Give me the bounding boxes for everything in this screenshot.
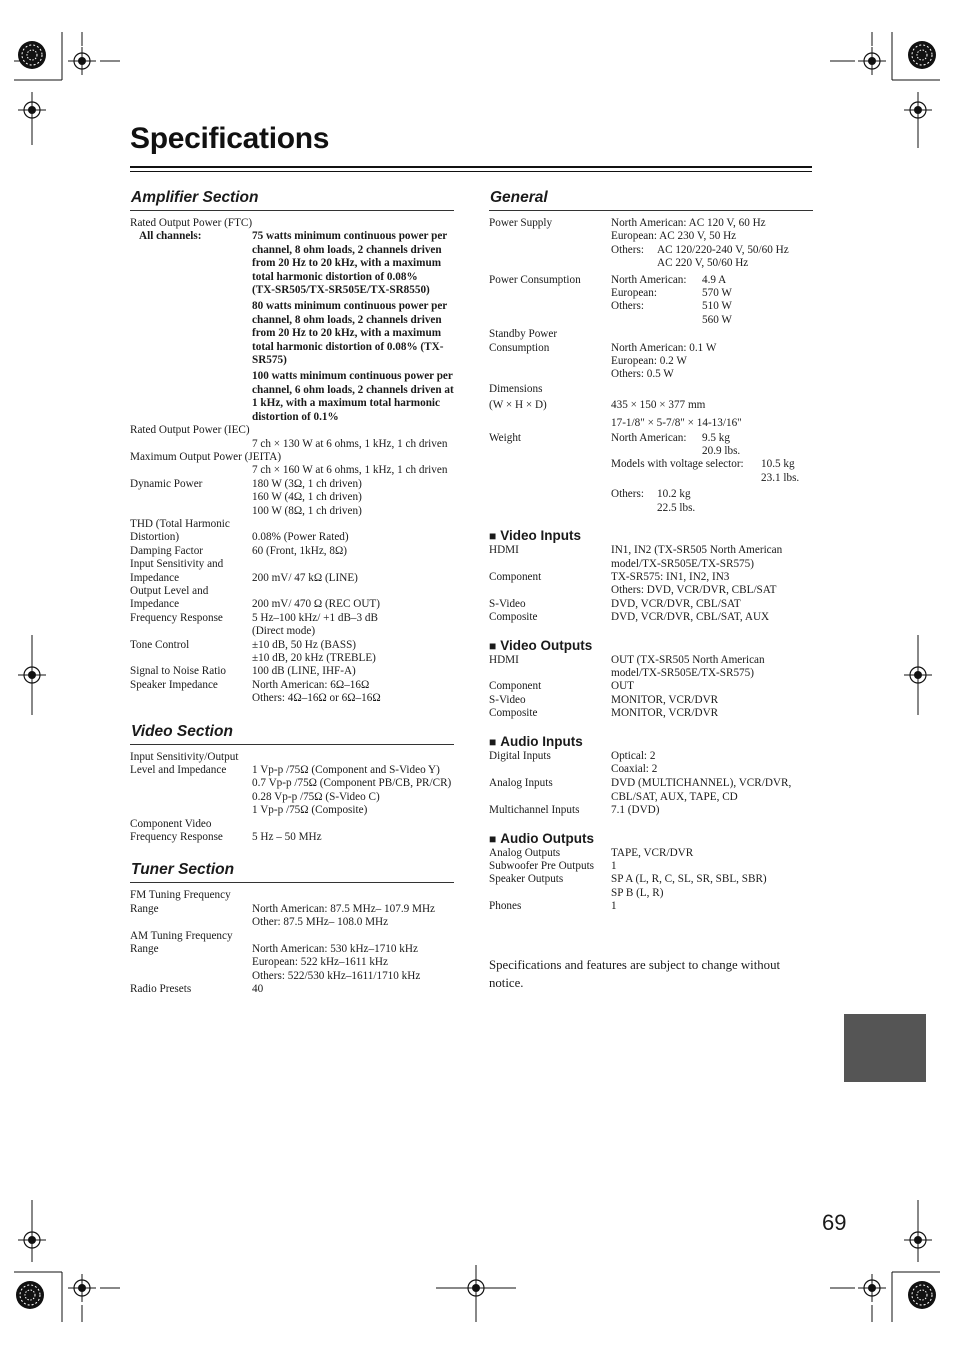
spec-value: North American: 0.1 W (611, 341, 717, 354)
spec-label: Dimensions (489, 382, 543, 395)
spec-label: Tone Control (130, 638, 190, 651)
spec-value: Others: 0.5 W (611, 368, 674, 381)
spec-value: 560 W (702, 313, 732, 326)
spec-value: North American: 6Ω–16Ω (252, 678, 370, 691)
square-bullet-icon: ■ (489, 529, 497, 544)
spec-value: 7 ch × 130 W at 6 ohms, 1 kHz, 1 ch driven (252, 437, 448, 450)
general-heading: General (489, 188, 813, 211)
amplifier-heading: Amplifier Section (130, 188, 454, 211)
spec-label: Component Video (130, 817, 212, 830)
spec-label: Subwoofer Pre Outputs (489, 860, 595, 873)
spec-value (611, 314, 702, 327)
spec-value: North American: 530 kHz–1710 kHz (252, 943, 418, 956)
starburst-icon (18, 41, 46, 69)
spec-value: 100 dB (LINE, IHF-A) (252, 665, 356, 678)
spec-value: 1 Vp-p /75Ω (Component and S-Video Y) (252, 764, 440, 777)
spec-label: Composite (489, 707, 538, 720)
spec-value: CBL/SAT, AUX, TAPE, CD (611, 790, 738, 803)
spec-value: 1 Vp-p /75Ω (Composite) (252, 804, 368, 817)
spec-value: 0.28 Vp-p /75Ω (S-Video C) (252, 790, 380, 803)
video-specs (130, 751, 454, 845)
spec-value: ±10 dB, 50 Hz (BASS) (252, 638, 357, 651)
spec-label: Standby Power (489, 328, 558, 341)
spec-label: Maximum Output Power (JEITA) (130, 450, 282, 463)
spec-value: 510 W (702, 300, 732, 313)
spec-value: 435 × 150 × 377 mm (611, 398, 706, 411)
audio-outputs-heading: Audio Outputs (500, 830, 594, 846)
general-specs (489, 217, 813, 515)
spec-label: Dynamic Power (130, 477, 203, 490)
spec-label: Multichannel Inputs (489, 804, 580, 817)
spec-value: 180 W (3Ω, 1 ch driven) (252, 477, 362, 490)
spec-value: 4.9 A (702, 273, 727, 286)
spec-label: Digital Inputs (489, 749, 551, 762)
spec-label: Power Supply (489, 217, 553, 229)
video-outputs-heading: Video Outputs (500, 637, 593, 653)
spec-value: European: 0.2 W (611, 355, 687, 368)
spec-value: Others: 4Ω–16Ω or 6Ω–16Ω (252, 692, 381, 705)
spec-value: 20.9 lbs. (702, 445, 741, 458)
spec-value: 1 (611, 860, 617, 873)
spec-label: Phones (489, 900, 522, 913)
spec-value: 200 mV/ 470 Ω (REC OUT) (252, 598, 380, 611)
spec-label: Input Sensitivity/Output (130, 750, 239, 763)
spec-label: Signal to Noise Ratio (130, 665, 227, 678)
video-inputs-block (489, 528, 813, 624)
spec-value: Models with voltage selector: (611, 458, 744, 471)
section-tab-marker (844, 1014, 926, 1082)
spec-value: MONITOR, VCR/DVR (611, 707, 719, 720)
spec-value: Others: (611, 300, 644, 313)
amplifier-specs (130, 217, 454, 706)
spec-value: Others: DVD, VCR/DVR, CBL/SAT (611, 584, 777, 597)
left-column (130, 188, 454, 997)
title-rule (130, 171, 812, 172)
spec-value: model/TX-SR505E/TX-SR575) (611, 557, 754, 570)
spec-label: Impedance (130, 571, 180, 584)
spec-value: 23.1 lbs. (761, 471, 800, 484)
audio-outputs-block (489, 831, 813, 914)
footnote: Specifications and features are subject to change without notice. (489, 957, 781, 990)
spec-value: SP A (L, R, C, SL, SR, SBL, SBR) (611, 873, 767, 886)
page-number: 69 (822, 1210, 847, 1235)
spec-value: Others: (611, 243, 644, 256)
audio-inputs-heading: Audio Inputs (500, 733, 583, 749)
spec-value: 60 (Front, 1kHz, 8Ω) (252, 544, 348, 557)
spec-label: Distortion) (130, 531, 180, 544)
spec-label: Range (130, 902, 159, 915)
spec-value: 40 (252, 983, 264, 996)
spec-label: THD (Total Harmonic (130, 517, 230, 530)
spec-value: model/TX-SR505E/TX-SR575) (611, 666, 754, 679)
spec-value: DVD, VCR/DVR, CBL/SAT, AUX (611, 611, 770, 624)
starburst-icon (908, 1281, 936, 1309)
spec-value: TAPE, VCR/DVR (611, 846, 694, 859)
video-inputs-heading: Video Inputs (500, 528, 582, 544)
spec-value: 160 W (4Ω, 1 ch driven) (252, 491, 362, 504)
spec-value: 10.2 kg (657, 488, 691, 501)
spec-label: Frequency Response (130, 611, 223, 624)
spec-label: Radio Presets (130, 983, 192, 996)
spec-value: 5 Hz – 50 MHz (252, 831, 322, 844)
spec-value: 5 Hz–100 kHz/ +1 dB–3 dB (252, 611, 378, 624)
title-rule (130, 166, 812, 168)
spec-value: AC 120/220-240 V, 50/60 Hz (657, 243, 789, 256)
spec-value: North American: 87.5 MHz– 107.9 MHz (252, 902, 436, 915)
square-bullet-icon: ■ (489, 638, 497, 653)
spec-value: 7.1 (DVD) (611, 804, 660, 817)
spec-value: TX-SR575: IN1, IN2, IN3 (611, 570, 730, 583)
spec-value: 10.5 kg (761, 458, 795, 471)
spec-value: 570 W (702, 287, 732, 300)
spec-label: Power Consumption (489, 273, 581, 286)
spec-label: Composite (489, 611, 538, 624)
spec-value: DVD (MULTICHANNEL), VCR/DVR, (611, 777, 792, 790)
spec-label: Range (130, 943, 159, 956)
spec-value: North American: (611, 431, 687, 444)
spec-value: MONITOR, VCR/DVR (611, 693, 719, 706)
starburst-icon (908, 41, 936, 69)
spec-value: 75 watts minimum continuous power per channel, 8 ohm loads, 2 channels driven from 20 Hz to 20 kHz, with a maximum total harmonic distortion of 0.08% (252, 230, 448, 283)
spec-value: European: (611, 287, 657, 300)
video-outputs-block (489, 638, 813, 721)
spec-label: Rated Output Power (FTC) (130, 217, 253, 229)
spec-value: European: 522 kHz–1611 kHz (252, 956, 388, 969)
spec-label: All channels: (139, 230, 202, 243)
spec-value: Optical: 2 (611, 749, 656, 762)
spec-value: OUT (TX-SR505 North American (611, 653, 765, 666)
audio-inputs-block (489, 734, 813, 818)
spec-value: IN1, IN2 (TX-SR505 North American (611, 544, 783, 557)
spec-label: Speaker Outputs (489, 873, 564, 886)
spec-value: AC 220 V, 50/60 Hz (657, 257, 749, 270)
spec-label: Damping Factor (130, 544, 204, 557)
spec-value: SP B (L, R) (611, 886, 664, 899)
spec-value: 100 W (8Ω, 1 ch driven) (252, 504, 362, 517)
spec-value: 9.5 kg (702, 431, 730, 444)
spec-value: OUT (611, 680, 634, 693)
spec-label: Component (489, 680, 542, 693)
spec-value: 80 watts minimum continuous power per channel, 8 ohm loads, 2 channels driven from 20 Hz to 20 kHz, with a maximum total harmonic distortion of 0.08% (TX-SR575) (252, 300, 448, 367)
spec-value: 100 watts minimum continuous power per channel, 6 ohm loads, 2 channels driven at 1 kHz, with a maximum total harmonic distortion of 0.1% (252, 370, 454, 423)
spec-label: (W × H × D) (489, 399, 547, 412)
spec-label: Level and Impedance (130, 764, 227, 777)
spec-label: Speaker Impedance (130, 678, 218, 691)
starburst-icon (16, 1281, 44, 1309)
spec-label: Analog Outputs (489, 846, 561, 859)
spec-value: 0.08% (Power Rated) (252, 531, 349, 544)
spec-label: Input Sensitivity and (130, 558, 224, 571)
spec-value: ±10 dB, 20 kHz (TREBLE) (252, 652, 376, 664)
right-column (489, 188, 813, 992)
spec-value: DVD, VCR/DVR, CBL/SAT (611, 597, 741, 610)
tuner-specs (130, 889, 454, 996)
spec-label: Consumption (489, 341, 550, 354)
spec-value: Coaxial: 2 (611, 762, 658, 775)
square-bullet-icon: ■ (489, 831, 497, 846)
spec-value: (TX-SR505/TX-SR505E/TX-SR8550) (252, 284, 430, 297)
spec-label: AM Tuning Frequency (130, 929, 233, 942)
page-title: Specifications (130, 122, 330, 155)
square-bullet-icon: ■ (489, 734, 497, 749)
spec-label: Weight (489, 431, 522, 444)
video-heading: Video Section (130, 722, 454, 745)
spec-value: 0.7 Vp-p /75Ω (Component PB/CB, PR/CR) (252, 777, 452, 790)
spec-label: Impedance (130, 598, 180, 611)
spec-value: 7 ch × 160 W at 6 ohms, 1 kHz, 1 ch driven (252, 464, 448, 477)
spec-label: S-Video (489, 693, 526, 706)
spec-value: North American: AC 120 V, 60 Hz (611, 217, 766, 229)
spec-value: North American: (611, 273, 687, 286)
tuner-heading: Tuner Section (130, 860, 454, 883)
spec-label: Frequency Response (130, 831, 223, 844)
spec-label: Analog Inputs (489, 777, 553, 790)
spec-value: 200 mV/ 47 kΩ (LINE) (252, 571, 358, 584)
spec-label: Output Level and (130, 584, 209, 597)
spec-value: Other: 87.5 MHz– 108.0 MHz (252, 916, 389, 929)
spec-label: Rated Output Power (IEC) (130, 424, 250, 437)
spec-value: (Direct mode) (252, 625, 316, 638)
spec-value: Others: (611, 488, 644, 501)
spec-label: FM Tuning Frequency (130, 889, 231, 902)
spec-value: 22.5 lbs. (657, 501, 696, 514)
spec-label: HDMI (489, 544, 519, 557)
spec-value: European: AC 230 V, 50 Hz (611, 230, 737, 243)
spec-label: Component (489, 570, 542, 583)
spec-value: Others: 522/530 kHz–1611/1710 kHz (252, 969, 421, 982)
spec-value: 17-1/8" × 5-7/8" × 14-13/16" (611, 417, 742, 430)
spec-value: 1 (611, 900, 617, 913)
spec-label: HDMI (489, 653, 519, 666)
spec-label: S-Video (489, 597, 526, 610)
